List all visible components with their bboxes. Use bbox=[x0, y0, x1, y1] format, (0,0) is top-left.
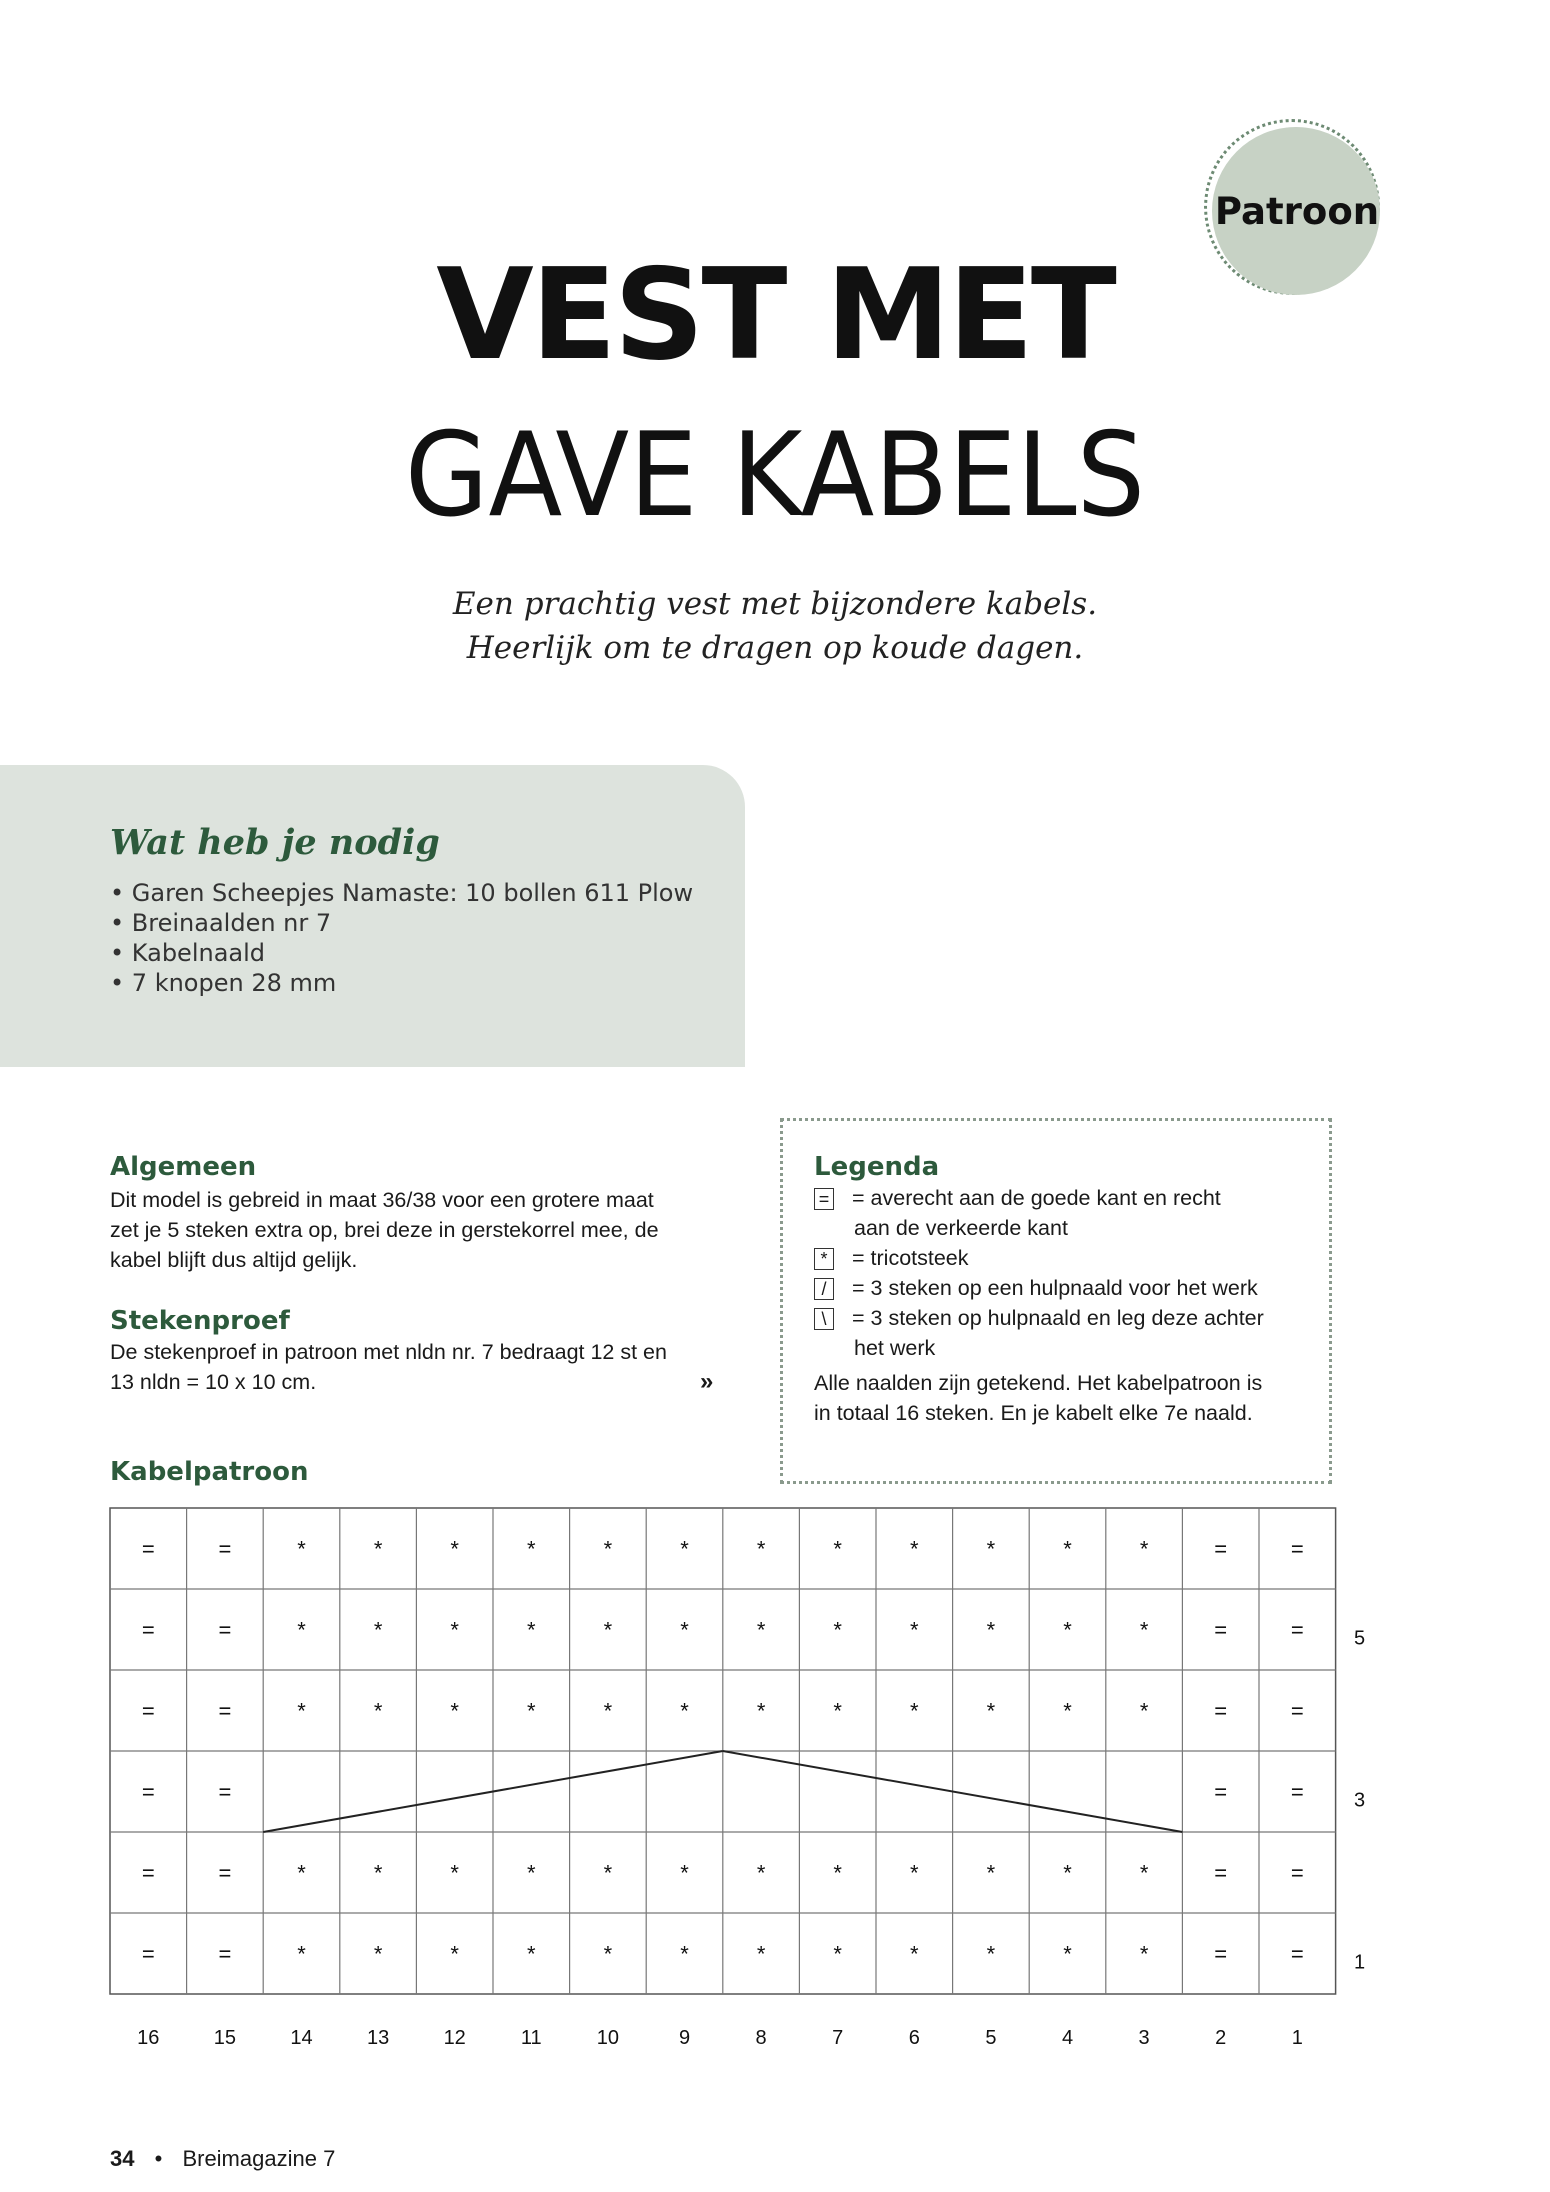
chart-stitch-symbol: * bbox=[373, 1698, 383, 1724]
chart-stitch-symbol: * bbox=[1063, 1941, 1072, 1967]
column-number-label: 16 bbox=[137, 2027, 160, 2049]
legend-continuation: aan de verkeerde kant bbox=[854, 1216, 1068, 1240]
legend-text: = 3 steken op hulpnaald en leg deze achter bbox=[852, 1306, 1264, 1330]
chart-stitch-symbol: = bbox=[1214, 1860, 1228, 1886]
chart-stitch-symbol: * bbox=[450, 1941, 459, 1967]
chart-stitch-symbol: * bbox=[603, 1941, 613, 1967]
chart-stitch-symbol: * bbox=[680, 1698, 689, 1724]
chart-stitch-symbol: * bbox=[680, 1617, 689, 1643]
chart-stitch-symbol: = bbox=[141, 1779, 155, 1805]
chart-stitch-symbol: = bbox=[1214, 1698, 1228, 1724]
row-number-label: 3 bbox=[1354, 1789, 1366, 1812]
chart-stitch-symbol: * bbox=[373, 1860, 383, 1886]
chart-stitch-symbol: * bbox=[450, 1698, 459, 1724]
materials-item: • Breinaalden nr 7 bbox=[110, 908, 693, 938]
column-number-label: 5 bbox=[985, 2027, 997, 2049]
column-number-label: 8 bbox=[755, 2027, 767, 2049]
chart-stitch-symbol: = bbox=[218, 1617, 232, 1643]
chart-stitch-symbol: = bbox=[1290, 1617, 1304, 1643]
chart-stitch-symbol: * bbox=[1139, 1860, 1149, 1886]
legend-text: = 3 steken op een hulpnaald voor het werk bbox=[852, 1276, 1258, 1300]
subtitle-line: Heerlijk om te dragen op koude dagen. bbox=[466, 630, 1084, 666]
chart-stitch-symbol: * bbox=[986, 1617, 996, 1643]
chart-stitch-symbol: * bbox=[373, 1941, 383, 1967]
chart-stitch-symbol: * bbox=[527, 1536, 536, 1562]
legend-note-line: Alle naalden zijn getekend. Het kabelpatroon is bbox=[814, 1371, 1263, 1395]
algemeen-line: kabel blijft dus altijd gelijk. bbox=[110, 1248, 358, 1272]
legend-text: = averecht aan de goede kant en recht bbox=[852, 1186, 1221, 1210]
chart-stitch-symbol: * bbox=[680, 1536, 689, 1562]
column-number-label: 11 bbox=[520, 2027, 542, 2049]
legend-text: = tricotsteek bbox=[852, 1246, 969, 1270]
column-number-label: 12 bbox=[443, 2027, 466, 2049]
patroon-badge-label: Patroon bbox=[1214, 189, 1380, 233]
chart-stitch-symbol: * bbox=[986, 1941, 996, 1967]
subtitle-line: Een prachtig vest met bijzondere kabels. bbox=[452, 586, 1098, 622]
chart-stitch-symbol: * bbox=[1063, 1860, 1072, 1886]
chart-stitch-symbol: * bbox=[297, 1941, 306, 1967]
chart-stitch-symbol: = bbox=[1214, 1536, 1228, 1562]
legend-symbol: * bbox=[814, 1248, 834, 1270]
chart-stitch-symbol: = bbox=[1290, 1860, 1304, 1886]
chart-stitch-symbol: * bbox=[603, 1860, 613, 1886]
chart-stitch-symbol: * bbox=[373, 1617, 383, 1643]
chart-stitch-symbol: * bbox=[756, 1536, 766, 1562]
footer bbox=[110, 2146, 335, 2172]
title-line-1: VEST MET bbox=[436, 241, 1114, 388]
chart-stitch-symbol: * bbox=[1139, 1536, 1149, 1562]
chart-stitch-symbol: = bbox=[141, 1941, 155, 1967]
legend-symbol: / bbox=[814, 1278, 834, 1300]
chart-stitch-symbol: = bbox=[141, 1698, 155, 1724]
chart-stitch-symbol: = bbox=[141, 1860, 155, 1886]
chart-stitch-symbol: * bbox=[1063, 1698, 1072, 1724]
chart-stitch-symbol: * bbox=[527, 1617, 536, 1643]
chart-stitch-symbol: = bbox=[218, 1536, 232, 1562]
chart-stitch-symbol: * bbox=[1063, 1617, 1072, 1643]
chart-stitch-symbol: * bbox=[450, 1536, 459, 1562]
algemeen-line: zet je 5 steken extra op, brei deze in gerstekorrel mee, de bbox=[110, 1218, 659, 1242]
chart-stitch-symbol: * bbox=[833, 1698, 842, 1724]
chart-stitch-symbol: * bbox=[833, 1617, 842, 1643]
chart-stitch-symbol: * bbox=[833, 1860, 842, 1886]
magazine-name: Breimagazine 7 bbox=[182, 2146, 336, 2171]
chart-stitch-symbol: * bbox=[603, 1617, 613, 1643]
stekenproef-line: De stekenproef in patroon met nldn nr. 7 bedraagt 12 st en bbox=[110, 1340, 667, 1364]
legend-note-line: in totaal 16 steken. En je kabelt elke 7e naald. bbox=[814, 1401, 1253, 1425]
chart-stitch-symbol: * bbox=[1139, 1698, 1149, 1724]
chart-stitch-symbol: = bbox=[1290, 1779, 1304, 1805]
materials-item: • 7 knopen 28 mm bbox=[110, 968, 693, 998]
chart-stitch-symbol: * bbox=[297, 1860, 306, 1886]
chart-stitch-symbol: = bbox=[218, 1941, 232, 1967]
materials-item: • Kabelnaald bbox=[110, 938, 693, 968]
column-number-label: 15 bbox=[213, 2027, 237, 2049]
footer-bullet: • bbox=[154, 2146, 163, 2171]
chart-stitch-symbol: * bbox=[1139, 1941, 1149, 1967]
chart-stitch-symbol: * bbox=[527, 1941, 536, 1967]
chart-stitch-symbol: * bbox=[297, 1536, 306, 1562]
chart-stitch-symbol: * bbox=[910, 1698, 919, 1724]
chart-stitch-symbol: * bbox=[680, 1941, 689, 1967]
chart-stitch-symbol: * bbox=[450, 1860, 459, 1886]
chart-stitch-symbol: * bbox=[833, 1941, 842, 1967]
continue-arrow: » bbox=[700, 1368, 714, 1395]
chart-stitch-symbol: * bbox=[910, 1941, 919, 1967]
chart-stitch-symbol: * bbox=[986, 1536, 996, 1562]
chart-stitch-symbol: * bbox=[1063, 1536, 1072, 1562]
chart-stitch-symbol: * bbox=[910, 1617, 919, 1643]
chart-title: Kabelpatroon bbox=[110, 1457, 309, 1487]
stekenproef-line: 13 nldn = 10 x 10 cm. bbox=[110, 1370, 317, 1394]
legend-heading: Legenda bbox=[814, 1152, 940, 1182]
chart-stitch-symbol: * bbox=[603, 1536, 613, 1562]
chart-stitch-symbol: = bbox=[1290, 1698, 1304, 1724]
chart-stitch-symbol: = bbox=[1214, 1779, 1228, 1805]
column-number-label: 9 bbox=[678, 2027, 691, 2049]
chart-stitch-symbol: = bbox=[1290, 1536, 1304, 1562]
column-number-label: 6 bbox=[908, 2027, 920, 2049]
chart-stitch-symbol: * bbox=[756, 1860, 766, 1886]
chart-stitch-symbol: * bbox=[833, 1536, 842, 1562]
chart-stitch-symbol: * bbox=[297, 1698, 306, 1724]
row-number-label: 5 bbox=[1354, 1627, 1366, 1650]
column-number-label: 2 bbox=[1215, 2027, 1227, 2049]
legend-continuation: het werk bbox=[854, 1336, 936, 1360]
chart-stitch-symbol: * bbox=[756, 1617, 766, 1643]
column-number-label: 10 bbox=[596, 2027, 620, 2049]
chart-stitch-symbol: = bbox=[1214, 1941, 1228, 1967]
column-number-label: 13 bbox=[366, 2027, 390, 2049]
title-line-2: GAVE KABELS bbox=[404, 408, 1146, 543]
chart-stitch-symbol: * bbox=[373, 1536, 383, 1562]
algemeen-heading: Algemeen bbox=[110, 1152, 257, 1182]
materials-title: Wat heb je nodig bbox=[110, 822, 440, 863]
column-number-label: 3 bbox=[1138, 2027, 1150, 2049]
page-number: 34 bbox=[110, 2146, 135, 2171]
materials-item: • Garen Scheepjes Namaste: 10 bollen 611 Plow bbox=[110, 878, 693, 908]
chart-stitch-symbol: = bbox=[218, 1860, 232, 1886]
algemeen-line: Dit model is gebreid in maat 36/38 voor een grotere maat bbox=[110, 1188, 654, 1212]
chart-stitch-symbol: = bbox=[1290, 1941, 1304, 1967]
legend-symbol: \ bbox=[814, 1308, 834, 1330]
legend-symbol: = bbox=[814, 1188, 834, 1210]
column-number-label: 14 bbox=[290, 2027, 313, 2049]
chart-stitch-symbol: = bbox=[218, 1698, 232, 1724]
chart-stitch-symbol: * bbox=[450, 1617, 459, 1643]
chart-stitch-symbol: = bbox=[141, 1536, 155, 1562]
chart-stitch-symbol: * bbox=[297, 1617, 306, 1643]
chart-stitch-symbol: * bbox=[527, 1860, 536, 1886]
chart-stitch-symbol: * bbox=[756, 1698, 766, 1724]
chart-stitch-symbol: * bbox=[1139, 1617, 1149, 1643]
stekenproef-heading: Stekenproef bbox=[110, 1306, 290, 1336]
chart-stitch-symbol: = bbox=[1214, 1617, 1228, 1643]
chart-stitch-symbol: * bbox=[910, 1860, 919, 1886]
chart-stitch-symbol: = bbox=[141, 1617, 155, 1643]
chart-stitch-symbol: = bbox=[218, 1779, 232, 1805]
column-number-label: 4 bbox=[1061, 2027, 1074, 2049]
chart-stitch-symbol: * bbox=[756, 1941, 766, 1967]
chart-stitch-symbol: * bbox=[603, 1698, 613, 1724]
chart-stitch-symbol: * bbox=[527, 1698, 536, 1724]
chart-stitch-symbol: * bbox=[910, 1536, 919, 1562]
chart-stitch-symbol: * bbox=[986, 1698, 996, 1724]
chart-stitch-symbol: * bbox=[986, 1860, 996, 1886]
row-number-label: 1 bbox=[1354, 1951, 1366, 1974]
chart-stitch-symbol: * bbox=[680, 1860, 689, 1886]
column-number-label: 7 bbox=[832, 2027, 844, 2049]
column-number-label: 1 bbox=[1291, 2027, 1303, 2049]
